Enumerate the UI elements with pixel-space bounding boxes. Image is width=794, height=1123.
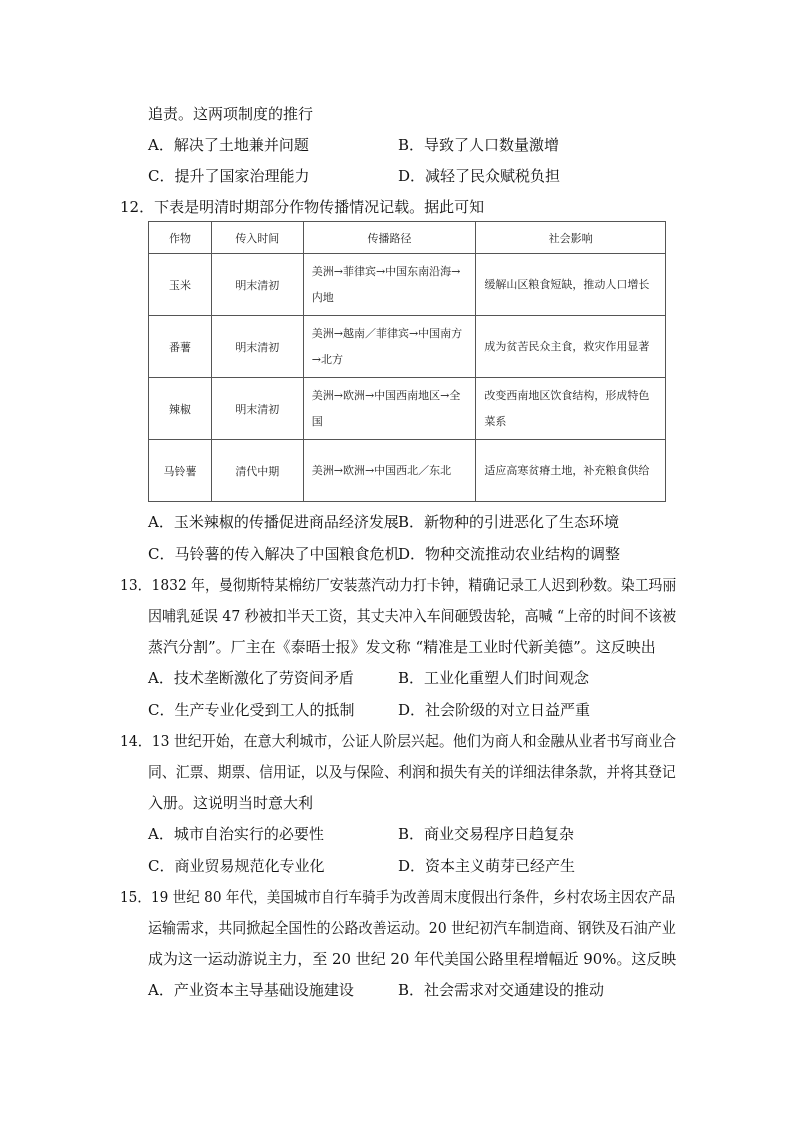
table-row [149, 440, 666, 502]
q14-option-c: C．商业贸易规范化专业化 [148, 857, 325, 875]
table-header-route: 传播路径 [303, 222, 476, 254]
table-cell-route: 美洲→越南／菲律宾→中国南方→北方 [303, 316, 476, 378]
q15-option-b: B．社会需求对交通建设的推动 [398, 981, 605, 999]
table-cell-time: 明末清初 [211, 254, 303, 316]
table-cell-impact: 成为贫苦民众主食，救灾作用显著 [476, 316, 666, 378]
table-cell-impact: 缓解山区粮食短缺，推动人口增长 [476, 254, 666, 316]
q14-stem-line-3: 入册。这说明当时意大利 [148, 794, 314, 812]
q13-stem-line-1: 13．1832 年，曼彻斯特某棉纺厂安装蒸汽动力打卡钟，精确记录工人迟到秒数。染工玛丽 [120, 576, 677, 594]
table-cell-crop: 马铃薯 [149, 440, 212, 502]
table-cell-time: 明末清初 [211, 316, 303, 378]
q13-option-d: D．社会阶级的对立日益严重 [398, 701, 591, 719]
q14-stem-line-1: 14．13 世纪开始，在意大利城市，公证人阶层兴起。他们为商人和金融从业者书写商业合 [120, 732, 677, 750]
table-cell-impact: 改变西南地区饮食结构，形成特色菜系 [476, 378, 666, 440]
q13-option-b: B．工业化重塑人们时间观念 [398, 669, 590, 687]
q15-stem-line-2: 运输需求，共同掀起全国性的公路改善运动。20 世纪初汽车制造商、钢铁及石油产业 [148, 919, 676, 937]
table-header-row [149, 222, 666, 254]
q13-option-c: C．生产专业化受到工人的抵制 [148, 701, 355, 719]
table-row [149, 378, 666, 440]
table-row [149, 316, 666, 378]
table-cell-impact: 适应高寒贫瘠土地，补充粮食供给 [476, 440, 666, 502]
table-cell-route: 美洲→菲律宾→中国东南沿海→内地 [303, 254, 476, 316]
table-cell-route: 美洲→欧洲→中国西南地区→全国 [303, 378, 476, 440]
q11-option-b: B．导致了人口数量激增 [398, 136, 560, 154]
table-cell-route: 美洲→欧洲→中国西北／东北 [303, 440, 476, 502]
q11-option-a: A．解决了土地兼并问题 [148, 136, 309, 154]
table-row [149, 254, 666, 316]
q12-option-a: A．玉米辣椒的传播促进商品经济发展 [148, 513, 399, 531]
table-cell-crop: 番薯 [149, 316, 212, 378]
table-cell-time: 清代中期 [211, 440, 303, 502]
table-cell-crop: 辣椒 [149, 378, 212, 440]
q11-option-c: C．提升了国家治理能力 [148, 167, 310, 185]
table-header-time: 传入时间 [211, 222, 303, 254]
q11-option-d: D．减轻了民众赋税负担 [398, 167, 561, 185]
q14-option-b: B．商业交易程序日趋复杂 [398, 825, 575, 843]
q11-stem-tail: 追责。这两项制度的推行 [148, 105, 314, 123]
q15-stem-line-1: 15．19 世纪 80 年代，美国城市自行车骑手为改善周末度假出行条件，乡村农场主因农产品 [120, 888, 676, 906]
q14-option-a: A．城市自治实行的必要性 [148, 825, 324, 843]
table-cell-crop: 玉米 [149, 254, 212, 316]
table-cell-time: 明末清初 [211, 378, 303, 440]
q14-option-d: D．资本主义萌芽已经产生 [398, 857, 576, 875]
q12-option-c: C．马铃薯的传入解决了中国粮食危机 [148, 545, 400, 563]
crop-spread-table [148, 221, 666, 502]
q13-stem-line-3: 蒸汽分割”。厂主在《泰晤士报》发文称 “精准是工业时代新美德”。这反映出 [148, 638, 656, 656]
q14-stem-line-2: 同、汇票、期票、信用证，以及与保险、利润和损失有关的详细法律条款，并将其登记 [148, 763, 676, 781]
table-header-impact: 社会影响 [476, 222, 666, 254]
q13-stem-line-2: 因哺乳延误 47 秒被扣半天工资，其丈夫冲入车间砸毁齿轮，高喊 “上帝的时间不该被 [148, 607, 677, 625]
q12-stem: 12．下表是明清时期部分作物传播情况记载。据此可知 [120, 198, 485, 216]
q15-option-a: A．产业资本主导基础设施建设 [148, 981, 354, 999]
q12-option-d: D．物种交流推动农业结构的调整 [398, 545, 621, 563]
q13-option-a: A．技术垄断激化了劳资间矛盾 [148, 669, 354, 687]
q15-stem-line-3: 成为这一运动游说主力，至 20 世纪 20 年代美国公路里程增幅近 90%。这反映 [148, 950, 677, 968]
table-header-crop: 作物 [149, 222, 212, 254]
q12-option-b: B．新物种的引进恶化了生态环境 [398, 513, 620, 531]
